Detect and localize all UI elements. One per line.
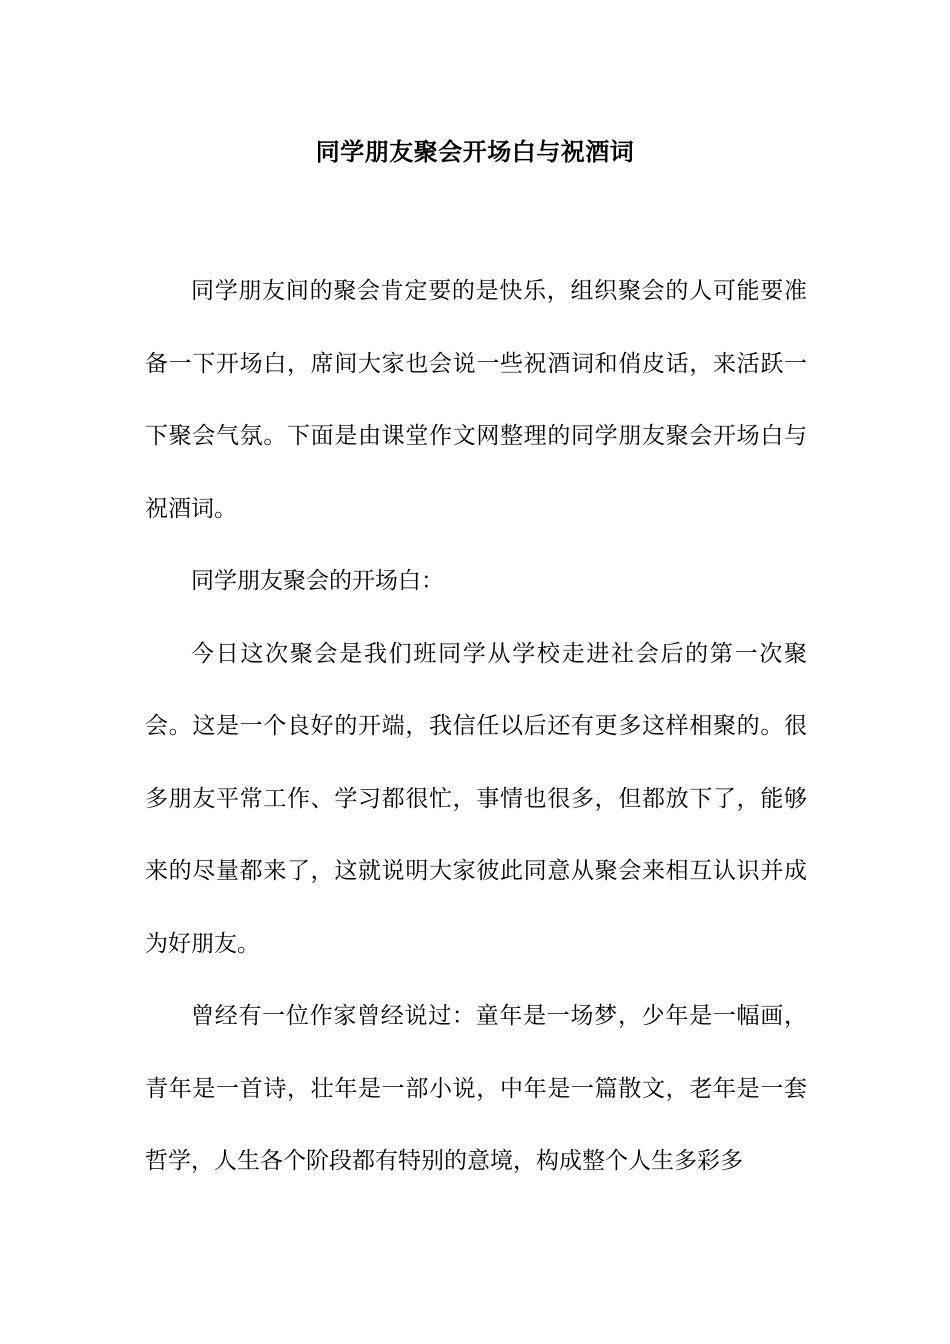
- document-title: 同学朋友聚会开场白与祝酒词: [315, 137, 635, 166]
- paragraph-section-heading: 同学朋友聚会的开场白：: [191, 568, 444, 594]
- paragraph-intro: 同学朋友间的聚会肯定要的是快乐，组织聚会的人可能要准备一下开场白，席间大家也会说一些祝酒词和俏皮话，来活跃一下聚会气氛。下面是由课堂作文网整理的同学朋友聚会开场白与祝酒词。: [145, 278, 807, 522]
- document-body: [145, 255, 807, 1198]
- paragraph-opening: 今日这次聚会是我们班同学从学校走进社会后的第一次聚会。这是一个良好的开端，我信任以后还有更多这样相聚的。很多朋友平常工作、学习都很忙，事情也很多，但都放下了，能够来的尽量都来了，这就说明大家彼此同意从聚会来相互认识并成为好朋友。: [145, 640, 807, 957]
- paragraph-quote: 曾经有一位作家曾经说过：童年是一场梦，少年是一幅画，青年是一首诗，壮年是一部小说，中年是一篇散文，老年是一套哲学，人生各个阶段都有特别的意境，构成整个人生多彩多: [145, 1003, 807, 1174]
